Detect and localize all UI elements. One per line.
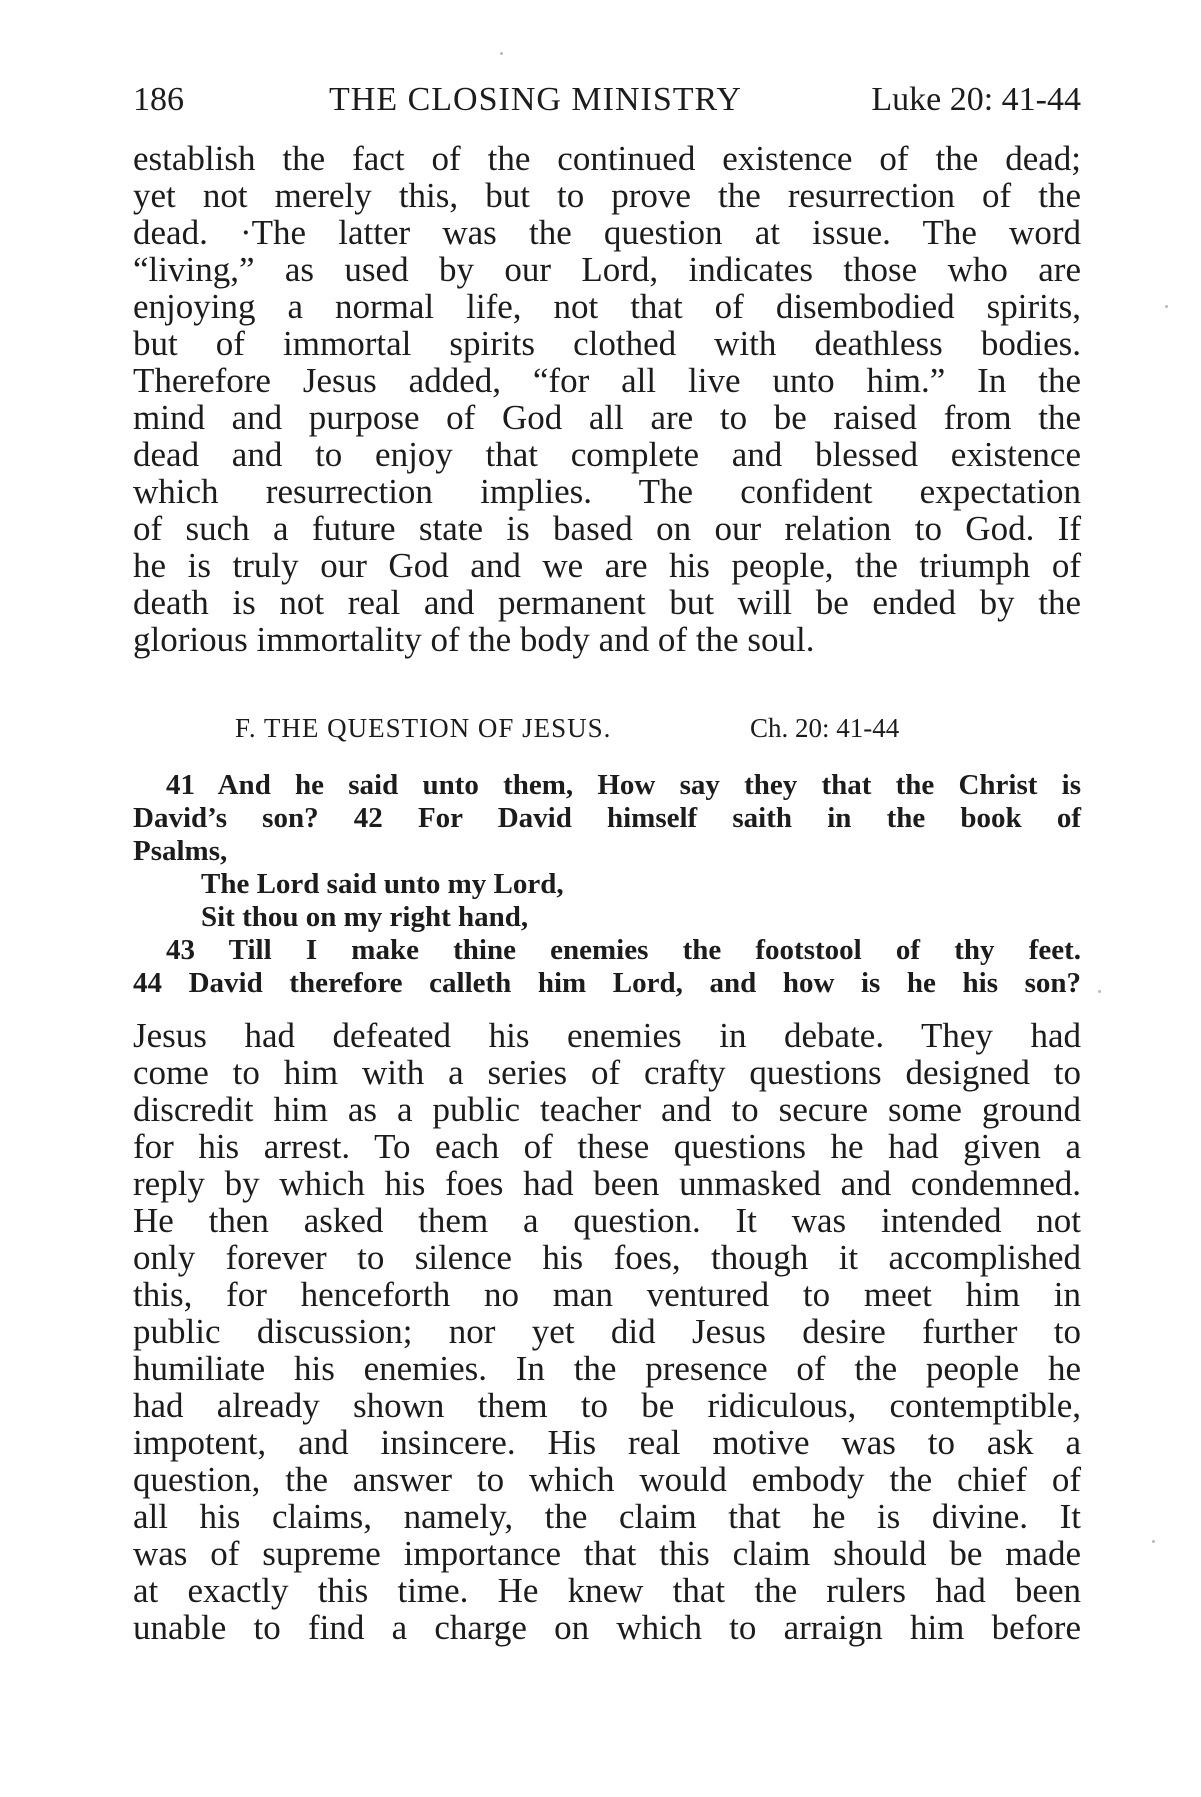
paper-speck	[1098, 990, 1101, 993]
text-line: dead. ·The latter was the question at issue. The word	[133, 213, 1081, 252]
paper-speck	[1152, 1540, 1155, 1543]
text-line: glorious immortality of the body and of the soul.	[133, 620, 815, 659]
text-line: discredit him as a public teacher and to secure some ground	[133, 1090, 1081, 1129]
text-line: humiliate his enemies. In the presence of the people he	[133, 1349, 1081, 1388]
scripture-line: David’s son? 42 For David himself saith in the book of	[133, 802, 1081, 834]
text-line: public discussion; nor yet did Jesus desire further to	[133, 1312, 1081, 1351]
text-line: at exactly this time. He knew that the rulers had been	[133, 1571, 1081, 1610]
scripture-quote-line: The Lord said unto my Lord,	[201, 868, 564, 900]
text-line: for his arrest. To each of these questions he had given a	[133, 1127, 1081, 1166]
text-line: impotent, and insincere. His real motive was to ask a	[133, 1423, 1081, 1462]
text-line: “living,” as used by our Lord, indicates those who are	[133, 250, 1081, 289]
text-line: only forever to silence his foes, though it accomplished	[133, 1238, 1081, 1277]
scripture-line: 41 And he said unto them, How say they that the Christ is	[166, 769, 1081, 801]
paper-speck	[1165, 305, 1168, 308]
running-head	[133, 78, 1081, 122]
section-reference: Ch. 20: 41-44	[750, 713, 900, 743]
scripture-quote-line: Sit thou on my right hand,	[201, 901, 529, 933]
paragraph-1	[133, 140, 1081, 658]
paragraph-2	[133, 1017, 1081, 1646]
section-title: F. THE QUESTION OF JESUS.	[235, 713, 612, 743]
text-line: was of supreme importance that this claim should be made	[133, 1534, 1081, 1573]
text-line: reply by which his foes had been unmasked and condemned.	[133, 1164, 1081, 1203]
text-line: Therefore Jesus added, “for all live unto him.” In the	[133, 361, 1081, 400]
text-line: enjoying a normal life, not that of disembodied spirits,	[133, 287, 1081, 326]
text-line: death is not real and permanent but will be ended by the	[133, 583, 1081, 622]
text-line: mind and purpose of God all are to be raised from the	[133, 398, 1081, 437]
text-line: had already shown them to be ridiculous, contemptible,	[133, 1386, 1081, 1425]
text-line: which resurrection implies. The confident expectation	[133, 472, 1081, 511]
scripture-line: 43 Till I make thine enemies the footstool of thy feet.	[166, 934, 1081, 966]
text-line: of such a future state is based on our relation to God. If	[133, 509, 1081, 548]
text-line: this, for henceforth no man ventured to meet him in	[133, 1275, 1081, 1314]
text-line: He then asked them a question. It was intended not	[133, 1201, 1081, 1240]
text-line: Jesus had defeated his enemies in debate. They had	[133, 1016, 1081, 1055]
text-line: yet not merely this, but to prove the resurrection of the	[133, 176, 1081, 215]
section-heading	[133, 708, 1081, 748]
text-line: unable to find a charge on which to arraign him before	[133, 1608, 1081, 1647]
text-line: establish the fact of the continued existence of the dead;	[133, 139, 1081, 178]
text-line: dead and to enjoy that complete and blessed existence	[133, 435, 1081, 474]
text-line: he is truly our God and we are his people, the triumph of	[133, 546, 1081, 585]
paper-speck	[500, 52, 503, 55]
running-reference: Luke 20: 41-44	[871, 81, 1081, 118]
page-number: 186	[133, 81, 184, 118]
text-line: but of immortal spirits clothed with deathless bodies.	[133, 324, 1081, 363]
running-title: THE CLOSING MINISTRY	[329, 81, 742, 118]
scripture-passage	[133, 769, 1081, 1000]
scripture-line: Psalms,	[133, 835, 228, 867]
scripture-line: 44 David therefore calleth him Lord, and how is he his son?	[133, 967, 1081, 999]
text-line: all his claims, namely, the claim that he is divine. It	[133, 1497, 1081, 1536]
text-line: come to him with a series of crafty questions designed to	[133, 1053, 1081, 1092]
text-line: question, the answer to which would embody the chief of	[133, 1460, 1081, 1499]
